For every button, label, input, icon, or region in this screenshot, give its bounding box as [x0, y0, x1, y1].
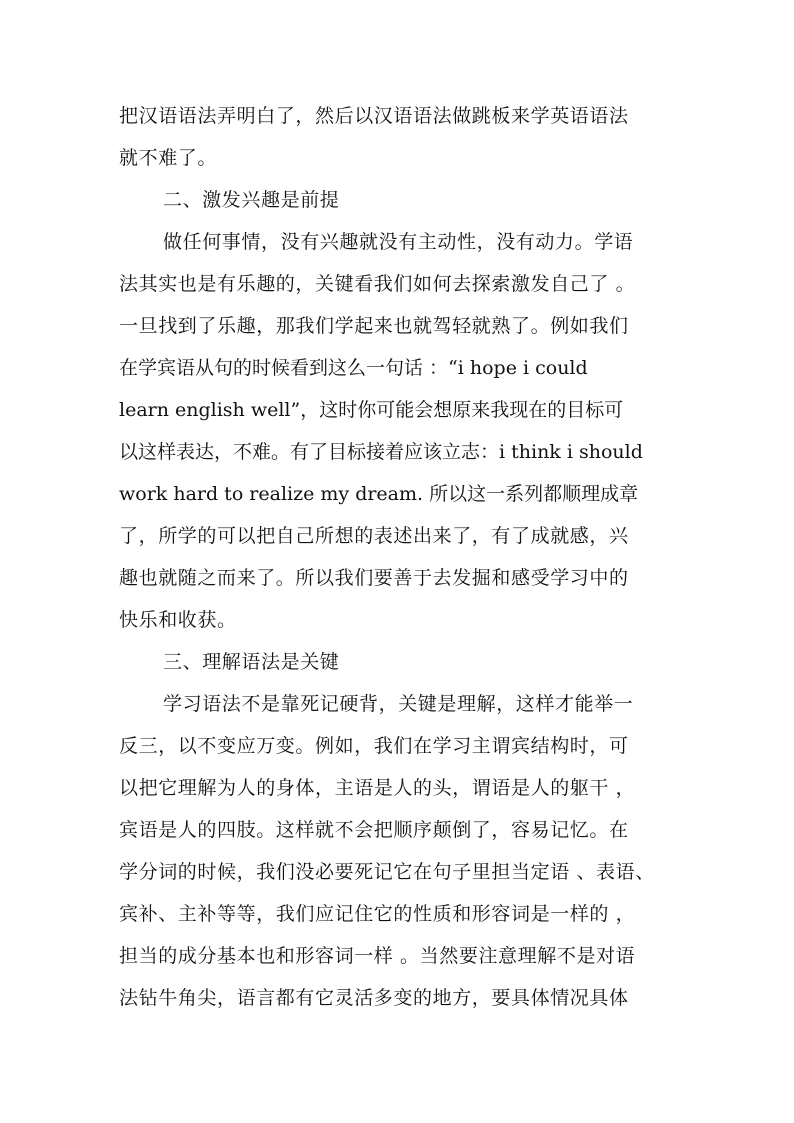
paragraph-line-8: 以这样表达，不难。有了目标接着应该立志：i think i should	[119, 441, 643, 463]
paragraph-line-13: 学习语法不是靠死记硬背，关键是理解，这样才能举一	[163, 693, 634, 715]
paragraph-line-17: 学分词的时候，我们没必要死记它在句子里担当定语 、表语、	[119, 861, 655, 883]
paragraph-line-2: 就不难了。	[119, 147, 218, 169]
paragraph-line-4: 法其实也是有乐趣的，关键看我们如何去探索激发自己了 。	[119, 273, 636, 295]
paragraph-line-5: 一旦找到了乐趣，那我们学起来也就驾轻就熟了。例如我们	[119, 315, 629, 337]
paragraph-line-18: 宾补、主补等等，我们应记住它的性质和形容词是一样的 ，	[119, 903, 636, 925]
paragraph-line-20: 法钻牛角尖，语言都有它灵活多变的地方，要具体情况具体	[119, 987, 629, 1009]
paragraph-line-3: 做任何事情，没有兴趣就没有主动性，没有动力。学语	[163, 231, 634, 253]
paragraph-line-6: 在学宾语从句的时候看到这么一句话 ：“i hope i could	[119, 357, 588, 379]
paragraph-line-15: 以把它理解为人的身体，主语是人的头，谓语是人的躯干 ，	[119, 777, 636, 799]
paragraph-line-11: 趣也就随之而来了。所以我们要善于去发掘和感受学习中的	[119, 567, 629, 589]
paragraph-line-16: 宾语是人的四肢。这样就不会把顺序颠倒了，容易记忆。在	[119, 819, 629, 841]
paragraph-line-7: learn english well”，这时你可能会想原来我现在的目标可	[119, 399, 624, 421]
paragraph-line-9: work hard to realize my dream. 所以这一系列都顺理成章	[119, 483, 639, 505]
paragraph-line-19: 担当的成分基本也和形容词一样 。当然要注意理解不是对语	[119, 945, 636, 967]
paragraph-line-10: 了，所学的可以把自己所想的表述出来了，有了成就感，兴	[119, 525, 629, 547]
paragraph-line-12: 快乐和收获。	[119, 609, 237, 631]
paragraph-line-1: 把汉语语法弄明白了，然后以汉语语法做跳板来学英语语法	[119, 105, 629, 127]
paragraph-line-14: 反三，以不变应万变。例如，我们在学习主谓宾结构时，可	[119, 735, 629, 757]
section-heading-3: 三、理解语法是关键	[163, 651, 340, 673]
section-heading-2: 二、激发兴趣是前提	[163, 189, 340, 211]
